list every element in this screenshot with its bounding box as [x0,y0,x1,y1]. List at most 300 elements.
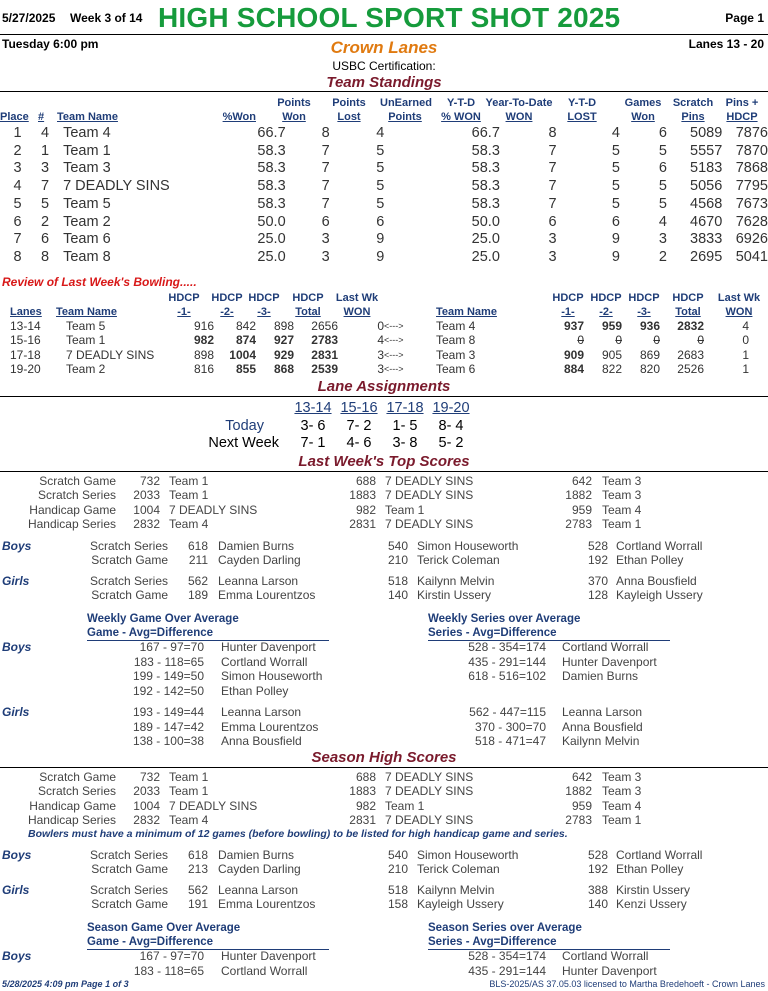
standings-cell: 7673 [735,195,768,212]
review-col-header-line2: Total [675,306,701,318]
review-cell: 2832 [677,319,704,333]
standings-col-header [380,96,430,124]
score-value: 1004 [133,798,160,813]
review-col-header [246,291,282,319]
bowler-name: Damien Burns [218,848,295,862]
lane-assignments-title: Lane Assignments [317,378,451,395]
score-value: 2033 [133,784,160,799]
series-over-title: Weekly Series over Average [428,613,581,625]
bowler-name: Anna Bousfield [616,574,697,588]
standings-cell: 3833 [690,231,723,248]
review-cell: 2783 [311,333,338,348]
standings-cell: 6 [321,213,330,230]
review-cell: 822 [601,361,622,376]
review-cell: 13-14 [10,319,41,333]
standings-cell: 7 [548,142,557,159]
review-cell: Team 3 [436,347,476,362]
standings-cell: 7795 [735,178,768,195]
score-value: 370 [587,574,608,588]
standings-cell: 9 [376,248,385,265]
standings-cell: Team 2 [63,213,111,230]
standings-cell: 58.3 [257,195,286,212]
bowler-name: Kailynn Melvin [417,883,495,897]
footer-right: BLS-2025/AS 37.05.03 licensed to Martha Bredehoeft - Crown Lanes [489,979,765,989]
standings-cell: 7 [548,178,557,195]
score-team: Team 4 [169,812,209,827]
review-cell: 3 [377,361,384,376]
standings-col-header: Team Name [57,111,118,123]
game-diff: 193 - 149=44 [132,705,204,719]
standings-cell: 5 [376,195,385,212]
review-cell: 937 [563,319,584,333]
standings-cell: 7 [321,195,330,212]
review-col-header-line2: -2- [599,306,613,318]
review-col-header [209,291,245,319]
standings-col-header [438,96,484,124]
table-row [0,319,749,333]
review-col-header-line2: -1- [561,306,575,318]
game-diff: 189 - 147=42 [132,719,204,734]
review-cell: Team 6 [436,361,476,376]
score-value: 191 [187,897,208,912]
today-label: Today [225,418,264,434]
score-team: 7 DEADLY SINS [169,798,258,813]
lanes-range: Lanes 13 - 20 [688,37,764,51]
center-name: Crown Lanes [330,38,438,57]
score-category: Scratch Series [37,784,116,799]
standings-col-header-line2: Pins [681,111,705,123]
standings-cell: 3 [548,248,557,265]
bowler-name: Ethan Polley [221,683,289,698]
review-table [0,319,749,376]
standings-cell: 4 [658,213,667,230]
standings-cell: 5 [658,195,667,212]
review-title: Review of Last Week's Bowling..... [2,275,197,289]
table-row [0,214,768,232]
score-team: Team 1 [385,798,425,813]
score-value: 618 [187,539,208,553]
standings-cell: 4 [41,125,50,141]
score-value: 192 [587,553,608,568]
standings-col-header-line1: Year-To-Date [485,97,553,109]
game-diff: 183 - 118=65 [133,654,204,669]
score-team: Team 4 [169,516,209,531]
standings-cell: 5056 [690,178,723,195]
group-label: Girls [2,705,30,719]
review-col-header [334,291,380,319]
standings-cell: 5 [658,178,667,195]
standings-col-header-line2: WON [505,111,533,123]
standings-cell [384,178,433,196]
lane-next-matchup: 7- 1 [300,435,326,451]
standings-cell: 7 [321,142,330,159]
score-team: 7 DEADLY SINS [169,502,258,517]
review-cell: 17-18 [10,347,41,362]
review-cell: 898 [273,319,294,333]
bowler-name: Cortland Worrall [221,654,308,669]
lane-pair-header: 19-20 [432,400,470,416]
lane-assignments-rule [0,396,768,397]
score-value: 192 [587,862,608,877]
standings-cell: 58.3 [257,160,286,177]
review-col-header-line2: Total [295,306,321,318]
standings-cell: 8 [321,125,330,141]
review-col-header [166,291,202,319]
review-cell: Team 4 [436,319,476,333]
bowler-name: Kirstin Ussery [616,883,691,897]
standings-cell: 8 [13,248,22,265]
standings-cell: 6 [658,125,667,141]
page-number: Page 1 [725,11,764,25]
last-week-title: Last Week's Top Scores [298,453,470,470]
review-cell: 3 [377,347,384,362]
bowler-name: Terick Coleman [417,553,500,568]
score-value: 540 [387,539,408,553]
standings-cell: 3 [321,248,330,265]
standings-col-header [620,96,666,124]
review-col-header-line1: HDCP [292,292,324,304]
standings-cell: 6 [658,160,667,177]
standings-col-header-line1: Y-T-D [446,97,476,109]
standings-cell: 5 [13,195,22,212]
review-cell: 982 [193,333,214,348]
review-col-header-line1: HDCP [168,292,200,304]
table-row [0,348,749,362]
standings-cell: 7 [321,160,330,177]
score-value: 140 [387,588,408,603]
standings-col-header-line2: LOST [567,111,597,123]
standings-cell: Team 8 [63,248,111,265]
standings-cell: 50.0 [471,213,500,230]
standings-cell: 4 [611,125,620,141]
bowler-name: Ethan Polley [616,553,684,568]
series-diff: 435 - 291=144 [468,654,546,669]
review-cell: 0 [742,333,749,348]
standings-cell: 50.0 [257,213,286,230]
score-team: Team 1 [169,474,209,488]
lane-next-matchup: 4- 6 [346,435,372,451]
day-time: Tuesday 6:00 pm [2,37,99,51]
standings-cell [384,249,433,267]
review-col-header [626,291,662,319]
score-team: 7 DEADLY SINS [385,488,474,503]
lane-today-matchup: 3- 6 [300,418,326,434]
standings-cell: Team 5 [63,195,111,212]
review-col-header-line2: -3- [257,306,271,318]
review-cell: 909 [563,347,584,362]
game-diff: 167 - 97=70 [139,640,204,654]
bowler-name: Cortland Worrall [221,963,308,978]
score-value: 959 [571,502,592,517]
standings-cell: 66.7 [257,125,286,141]
review-cell: <---> [384,321,404,331]
score-category: Scratch Game [39,770,116,784]
review-cell: 2526 [677,361,704,376]
standings-col-header [326,96,372,124]
series-over-subtitle: Series - Avg=Difference [428,626,670,641]
review-col-header-line1: HDCP [211,292,243,304]
standings-col-header-line1: UnEarned [380,97,432,109]
standings-cell: 6 [548,213,557,230]
score-team: Team 4 [602,798,642,813]
score-category: Scratch Game [39,474,116,488]
standings-cell: 3 [321,231,330,248]
minimum-games-note: Bowlers must have a minimum of 12 games (before bowling) to be listed for high handicap game and series. [28,828,568,840]
review-cell: 4 [742,319,749,333]
score-value: 158 [387,897,408,912]
score-value: 2831 [349,516,376,531]
standings-cell: 5041 [735,248,768,265]
review-col-header: Team Name [436,306,497,318]
score-value: 140 [587,897,608,912]
review-col-header-line1: HDCP [672,292,704,304]
standings-cell: 8 [548,125,557,141]
standings-cell: 58.3 [257,178,286,195]
review-col-header-line1: HDCP [628,292,660,304]
standings-cell: 7628 [735,213,768,230]
score-value: 732 [139,770,160,784]
standings-cell: 7 [548,195,557,212]
review-col-header [588,291,624,319]
group-label: Boys [2,640,32,654]
score-team: Team 3 [602,488,642,503]
standings-col-header [484,96,554,124]
review-cell: 7 DEADLY SINS [66,347,155,362]
bowler-name: Cayden Darling [218,553,301,568]
score-team: Team 1 [385,502,425,517]
lane-today-matchup: 8- 4 [438,418,464,434]
review-cell: 898 [193,347,214,362]
bowler-name: Leanna Larson [218,883,299,897]
table-row [0,249,768,267]
score-category: Scratch Game [91,588,168,603]
score-value: 528 [587,848,608,862]
standings-cell: 3 [658,231,667,248]
bowler-name: Emma Lourentzos [221,719,319,734]
score-value: 642 [571,474,592,488]
standings-col-header [560,96,604,124]
standings-cell: Team 6 [63,231,111,248]
season-high-rule [0,767,768,768]
review-cell: 905 [601,347,622,362]
review-cell: 2831 [311,347,338,362]
score-value: 528 [587,539,608,553]
review-col-header: Team Name [56,306,117,318]
series-diff: 528 - 354=174 [468,640,546,654]
standings-cell: 5 [611,142,620,159]
score-category: Scratch Series [37,488,116,503]
standings-cell: 3 [41,160,50,177]
review-cell: 2683 [677,347,704,362]
standings-col-header-line2: HDCP [726,111,758,123]
score-value: 2783 [565,812,592,827]
review-cell: 929 [273,347,294,362]
standings-cell: 5 [376,160,385,177]
standings-cell: 2 [658,248,667,265]
standings-cell: 3 [13,160,22,177]
standings-cell: 58.3 [257,142,286,159]
standings-cell: Team 4 [63,125,111,141]
standings-cell: 5 [41,195,50,212]
standings-cell: 2 [41,213,50,230]
score-value: 688 [355,770,376,784]
score-value: 388 [587,883,608,897]
review-col-header-line2: WON [725,306,753,318]
standings-cell: 5 [611,160,620,177]
standings-cell: 3 [548,231,557,248]
standings-col-header-line2: % WON [441,111,481,123]
bowler-name: Kailynn Melvin [562,734,640,748]
season-high-title: Season High Scores [311,749,457,766]
score-value: 2783 [565,516,592,531]
bowler-name: Cortland Worrall [562,640,649,654]
score-category: Handicap Series [27,516,116,531]
review-col-header-line2: WON [343,306,371,318]
score-value: 1882 [565,488,592,503]
review-cell: 936 [639,319,660,333]
score-value: 1883 [349,784,376,799]
bowler-name: Anna Bousfield [562,719,643,734]
review-cell: Team 5 [66,319,106,333]
standings-cell: 5557 [690,142,723,159]
table-row [0,333,749,347]
game-over-title: Weekly Game Over Average [87,613,239,625]
bowler-name: Kirstin Ussery [417,588,492,603]
score-category: Scratch Series [89,848,168,862]
standings-col-header [670,96,716,124]
bowler-name: Damien Burns [218,539,295,553]
review-cell: Team 1 [66,333,106,348]
standings-cell [384,160,433,178]
score-value: 688 [355,474,376,488]
review-cell: 820 [639,361,660,376]
standings-col-header: %Won [222,111,256,123]
standings-title: Team Standings [326,74,442,91]
game-over-subtitle: Game - Avg=Difference [87,626,329,641]
score-category: Handicap Game [29,798,116,813]
standings-cell: 5 [658,142,667,159]
lane-next-matchup: 3- 8 [392,435,418,451]
series-diff: 618 - 516=102 [468,669,546,683]
review-cell: 959 [601,319,622,333]
score-value: 210 [387,862,408,877]
score-value: 562 [187,574,208,588]
group-label: Boys [2,949,32,963]
bowler-name: Hunter Davenport [562,963,657,978]
game-diff: 167 - 97=70 [139,949,204,963]
bowler-name: Hunter Davenport [562,654,657,669]
review-cell: 1004 [229,347,256,362]
standings-cell: 58.3 [471,178,500,195]
standings-cell: 7 DEADLY SINS [63,178,170,195]
review-cell: 4 [377,333,384,348]
score-value: 2831 [349,812,376,827]
score-team: Team 4 [602,502,642,517]
standings-cell: 7 [321,178,330,195]
score-value: 1004 [133,502,160,517]
game-over-subtitle: Game - Avg=Difference [87,935,329,950]
standings-cell [384,196,433,214]
score-category: Scratch Game [91,553,168,568]
last-week-rule [0,471,768,472]
standings-cell [384,231,433,249]
score-value: 128 [587,588,608,603]
table-row [0,231,768,249]
score-value: 2832 [133,516,160,531]
standings-cell: 58.3 [471,195,500,212]
table-row [0,362,749,376]
series-diff: 562 - 447=115 [469,705,546,719]
standings-cell: 1 [41,142,50,159]
series-diff: 370 - 300=70 [474,719,546,734]
standings-cell: 4568 [690,195,723,212]
score-value: 2033 [133,488,160,503]
standings-cell: 5089 [690,125,723,141]
standings-cell: 6 [13,213,22,230]
standings-col-header-line1: Scratch [672,97,714,109]
standings-cell: 5 [376,142,385,159]
review-cell: 0 [697,333,704,348]
review-cell: 0 [615,333,622,348]
standings-col-header: # [38,111,45,123]
score-team: Team 1 [602,516,642,531]
review-cell: 927 [273,333,294,348]
standings-cell: 7 [548,160,557,177]
standings-cell: 6 [41,231,50,248]
score-team: 7 DEADLY SINS [385,784,474,799]
score-value: 982 [355,798,376,813]
score-category: Handicap Game [29,502,116,517]
standings-cell: 2 [13,142,22,159]
score-value: 1882 [565,784,592,799]
standings-cell: 2695 [690,248,723,265]
bowler-name: Leanna Larson [218,574,299,588]
standings-col-header [272,96,316,124]
score-value: 959 [571,798,592,813]
bowler-name: Kayleigh Ussery [616,588,703,603]
standings-cell: Team 1 [63,142,111,159]
score-category: Scratch Series [89,883,168,897]
standings-cell: 4670 [690,213,723,230]
review-cell: <---> [384,335,404,346]
score-category: Scratch Series [89,539,168,553]
bowler-name: Leanna Larson [221,705,302,719]
standings-cell: 7868 [735,160,768,177]
lane-pair-header: 13-14 [294,400,332,416]
score-value: 982 [355,502,376,517]
score-value: 618 [187,848,208,862]
standings-cell [384,143,433,161]
score-team: Team 1 [169,784,209,799]
score-category: Scratch Game [91,897,168,912]
score-value: 189 [187,588,208,603]
score-team: 7 DEADLY SINS [385,770,474,784]
lane-today-matchup: 1- 5 [392,418,418,434]
standings-cell: 58.3 [471,142,500,159]
standings-col-header-line1: Points [332,97,366,109]
review-col-header-line2: -1- [177,306,191,318]
standings-col-header-line2: Won [631,111,655,123]
review-cell: 855 [235,361,256,376]
review-cell: <---> [384,363,404,374]
standings-cell: 25.0 [471,231,500,248]
bowler-name: Anna Bousfield [221,734,302,748]
standings-cell [384,214,433,232]
standings-cell: 7 [13,231,22,248]
score-value: 732 [139,474,160,488]
bowler-name: Hunter Davenport [221,949,316,963]
review-col-header-line1: HDCP [552,292,584,304]
